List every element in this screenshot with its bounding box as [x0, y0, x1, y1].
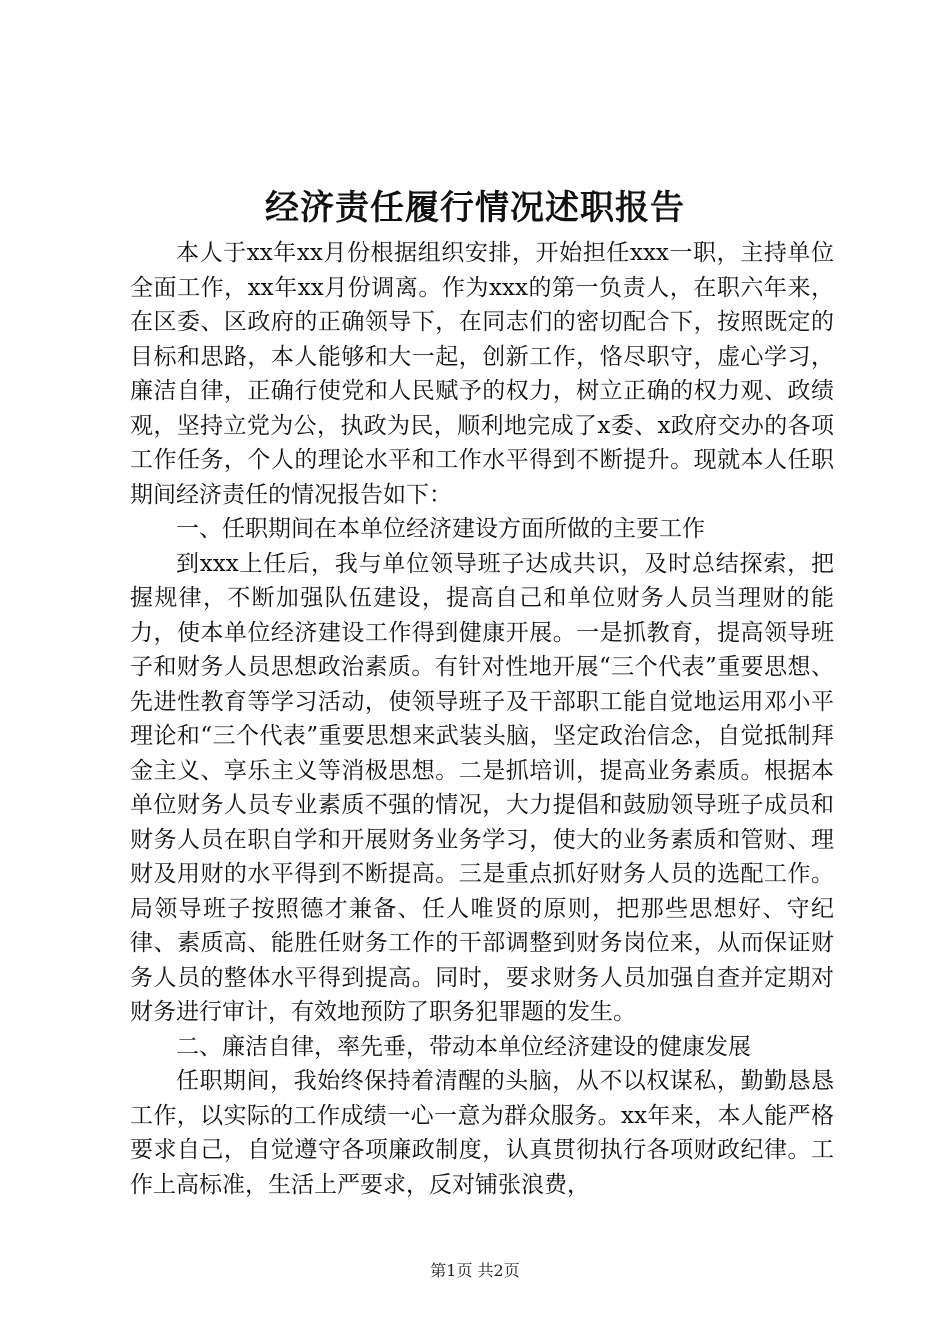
document-body	[130, 236, 834, 1202]
section-heading-1: 一、任职期间在本单位经济建设方面所做的主要工作	[176, 516, 705, 542]
paragraph-intro: 本人于xx年xx月份根据组织安排，开始担任xxx一职，主持单位全面工作，xx年xx月份调离。作为xxx的第一负责人，在职六年来，在区委、区政府的正确领导下，在同志们的密切配合下，按照既定的目标和思路，本人能够和大一起，创新工作，恪尽职守，虚心学习，廉洁自律，正确行使党和人民赋予的权力，树立正确的权力观、政绩观，坚持立党为公，执政为民，顺利地完成了x委、x政府交办的各项工作任务，个人的理论水平和工作水平得到不断提升。现就本人任职期间经济责任的情况报告如下：	[130, 240, 834, 508]
section-heading-2: 二、廉洁自律，率先垂，带动本单位经济建设的健康发展	[176, 1033, 751, 1060]
paragraph-section-1: 到xxx上任后，我与单位领导班子达成共识，及时总结探索，把握规律，不断加强队伍建设，提高自己和单位财务人员当理财的能力，使本单位经济建设工作得到健康开展。一是抓教育，提高领导班子和财务人员思想政治素质。有针对性地开展“三个代表”重要思想、先进性教育等学习活动，使领导班子及干部职工能自觉地运用邓小平理论和“三个代表”重要思想来武装头脑，坚定政治信念，自觉抵制拜金主义、享乐主义等消极思想。二是抓培训，提高业务素质。根据本单位财务人员专业素质不强的情况，大力提倡和鼓励领导班子成员和财务人员在职自学和开展财务业务学习，使大的业务素质和管财、理财及用财的水平得到不断提高。三是重点抓好财务人员的选配工作。局领导班子按照德才兼备、任人唯贤的原则，把那些思想好、守纪律、素质高、能胜任财务工作的干部调整到财务岗位来，从而保证财务人员的整体水平得到提高。同时，要求财务人员加强自查并定期对财务进行审计，有效地预防了职务犯罪题的发生。	[130, 550, 834, 1025]
page-number-footer: 第1页 共2页	[430, 1261, 520, 1280]
document-title: 经济责任履行情况述职报告	[265, 188, 685, 228]
paragraph-section-2: 任职期间，我始终保持着清醒的头脑，从不以权谋私，勤勤恳恳工作，以实际的工作成绩一心一意为群众服务。xx年来，本人能严格要求自己，自觉遵守各项廉政制度，认真贯彻执行各项财政纪律。工作上高标准，生活上严要求，反对铺张浪费，	[130, 1068, 834, 1198]
